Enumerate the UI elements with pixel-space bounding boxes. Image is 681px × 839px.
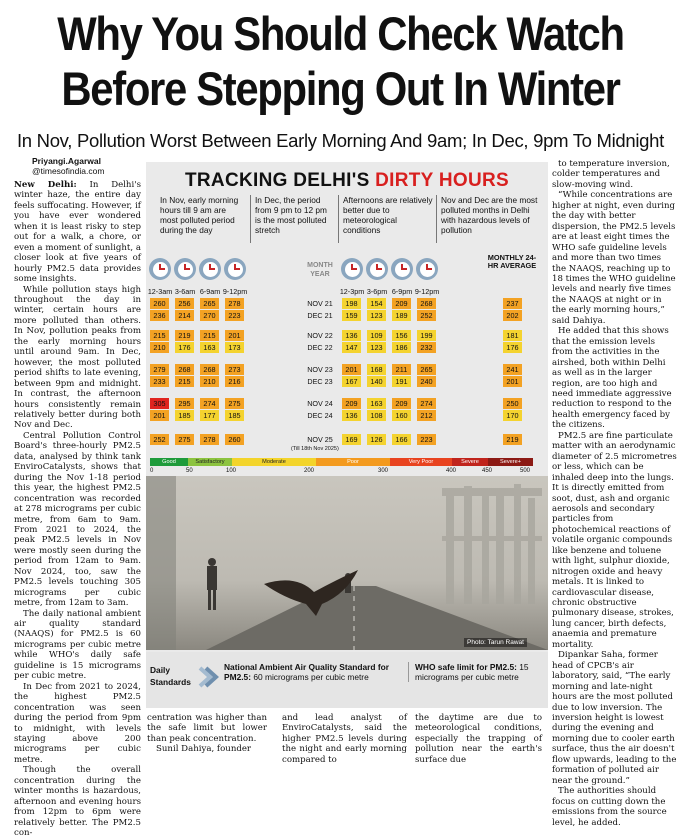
smog-photo xyxy=(146,476,548,650)
note-3: Afternoons are relatively better due to meteorological conditions xyxy=(338,195,434,243)
aqi-tick-label: 450 xyxy=(482,468,493,474)
pm25-cell: 181 xyxy=(503,330,522,341)
title-part-a: TRACKING DELHI'S xyxy=(185,170,376,191)
pm25-cell: 232 xyxy=(417,342,436,353)
pm25-cell: 198 xyxy=(342,298,361,309)
pm25-cell: 199 xyxy=(417,330,436,341)
pm25-cell: 252 xyxy=(417,310,436,321)
paragraph: The authorities should focus on cutting down the emissions from the source level, he added. xyxy=(552,786,667,828)
naaqs-standard xyxy=(224,662,394,682)
pm25-cell: 160 xyxy=(392,410,411,421)
pm25-cell: 212 xyxy=(417,410,436,421)
pm25-cell: 215 xyxy=(200,330,219,341)
pm25-cell: 123 xyxy=(367,342,386,353)
pm25-cell: 268 xyxy=(417,298,436,309)
month-label: NOV 24 xyxy=(307,399,333,408)
clock-icon xyxy=(174,258,196,280)
pm25-cell: 109 xyxy=(367,330,386,341)
pm25-cell: 176 xyxy=(175,342,194,353)
pm25-cell: 170 xyxy=(503,410,522,421)
pm25-cell: 275 xyxy=(225,398,244,409)
month-label: NOV 25 xyxy=(307,435,333,444)
clock-icon xyxy=(391,258,413,280)
pm25-cell: 123 xyxy=(367,310,386,321)
pm25-cell: 163 xyxy=(367,398,386,409)
aqi-scale-bar xyxy=(150,458,533,466)
month-label: DEC 23 xyxy=(307,377,333,386)
month-label: DEC 21 xyxy=(307,311,333,320)
dateline: New Delhi: xyxy=(14,180,77,190)
aqi-tick-label: 400 xyxy=(446,468,457,474)
pm25-cell: 169 xyxy=(342,434,361,445)
pm25-cell: 185 xyxy=(225,410,244,421)
time-slot-header: 6-9am xyxy=(199,287,221,296)
pm25-cell: 274 xyxy=(417,398,436,409)
who-standard xyxy=(408,662,544,682)
note-2: In Dec, the period from 9 pm to 12 pm is the most polluted stretch xyxy=(250,195,334,243)
paragraph: to temperature inversion, colder temperatures and slow-moving wind. xyxy=(552,159,670,190)
month-label: DEC 24 xyxy=(307,411,333,420)
aqi-tick-label: 100 xyxy=(226,468,237,474)
pm25-cell: 185 xyxy=(175,410,194,421)
till-note: (Till 18th Nov 2025) xyxy=(291,446,339,452)
pm25-cell: 209 xyxy=(342,398,361,409)
pm25-cell: 270 xyxy=(200,310,219,321)
naaqs-value: 60 micrograms per cubic metre xyxy=(251,672,369,682)
time-slot-header: 12-3pm xyxy=(339,287,365,296)
infographic-title xyxy=(146,170,548,192)
paragraph: PM2.5 are fine particulate matter with an aerodynamic diameter of 2.5 micrometres or less, which can be inhaled deep into the lungs. It is directly emitted from soot, dust, ash and organic aerosols and secondary particles from photochemical reactions of volatile organic compounds like benzene and toluene with light, sulphur dioxide, nitrogen oxide and heavy metals. It is linked to cardiovascular disease, chronic obstructive pulmonary disease, strokes, lung cancer, birth defects, anaemia and premature mortality. xyxy=(552,430,677,650)
pm25-cell: 305 xyxy=(150,398,169,409)
pm25-cell: 241 xyxy=(503,364,522,375)
article-column-2 xyxy=(147,713,267,764)
paragraph: “While concentrations are higher at night, even during the day with better dispersion, the PM2.5 levels are at least eight times the WHO safe guideline levels and more than two times the NAAQS, reaching up to 18 times the WHO guideline levels and nearly five times the NAAQS at night or in the early morning hours,” said Dahiya. xyxy=(552,190,676,326)
month-year-header: MONTH YEAR xyxy=(307,262,333,278)
pm25-cell: 108 xyxy=(367,410,386,421)
pm25-cell: 252 xyxy=(150,434,169,445)
pm25-cell: 177 xyxy=(200,410,219,421)
paragraph: Dipankar Saha, former head of CPCB's air laboratory, said, “The early morning and late-night hours are the most polluted due to low inversion. The inversion height is lowest during the evening and morning due to cooler earth surface, thus the air doesn't flow upwards, leading to the formation of polluted air near the ground.” xyxy=(552,650,677,786)
aqi-category: Good xyxy=(150,458,188,466)
time-slot-header: 12-3am xyxy=(147,287,173,296)
pm25-cell: 167 xyxy=(342,376,361,387)
naaqs-label: National Ambient Air Quality Standard for PM2.5: xyxy=(224,662,390,682)
pm25-cell: 202 xyxy=(503,310,522,321)
pm25-cell: 147 xyxy=(342,342,361,353)
article-column-1 xyxy=(14,180,141,839)
pm25-cell: 168 xyxy=(367,364,386,375)
aqi-category: Severe+ xyxy=(488,458,533,466)
monthly-average-header: MONTHLY 24-HR AVERAGE xyxy=(487,253,537,270)
pm25-cell: 265 xyxy=(417,364,436,375)
pm25-cell: 173 xyxy=(225,342,244,353)
pm25-cell: 219 xyxy=(503,434,522,445)
paragraph: New Delhi: In Delhi's winter haze, the entire day feels suffocating. However, if you have ever wondered when it is least risky to step out for a walk, a chore, or even a moment of sunlight, a closer look at five years of hourly PM2.5 data provides some insights. xyxy=(14,180,141,285)
byline xyxy=(32,156,104,176)
title-part-b: DIRTY HOURS xyxy=(375,170,509,191)
pm25-cell: 156 xyxy=(392,330,411,341)
paragraph: He added that this shows that the emission levels from the activities in the airshed, both within Delhi as well as in the larger region, are too high and need immediate aggressive reduction to respond to the health emergency faced by the citizens. xyxy=(552,326,672,431)
article-column-4: the daytime are due to meteorological conditions, especially the trapping of pollution near the earth's surface due xyxy=(415,713,542,765)
clock-icon xyxy=(224,258,246,280)
pm25-cell: 219 xyxy=(175,330,194,341)
paragraph: The daily national ambient air quality standard (NAAQS) for PM2.5 is 60 micrograms per cubic metre while WHO's daily safe guideline is 15 micrograms per cubic metre. xyxy=(14,608,141,682)
pm25-cell: 211 xyxy=(392,364,411,375)
time-slot-header: 9-12pm xyxy=(414,287,440,296)
time-slot-header: 9-12pm xyxy=(222,287,248,296)
pm25-cell: 176 xyxy=(503,342,522,353)
who-value: 15 micrograms per cubic metre xyxy=(415,662,529,682)
pm25-cell: 201 xyxy=(503,376,522,387)
pm25-cell: 215 xyxy=(175,376,194,387)
pm25-cell: 159 xyxy=(342,310,361,321)
clock-icon xyxy=(341,258,363,280)
byline-handle: @timesofindia.com xyxy=(32,166,105,176)
clock-icon xyxy=(149,258,171,280)
pm25-cell: 163 xyxy=(200,342,219,353)
pm25-cell: 214 xyxy=(175,310,194,321)
pm25-cell: 279 xyxy=(150,364,169,375)
time-slot-header: 3-6pm xyxy=(366,287,388,296)
pm25-cell: 216 xyxy=(225,376,244,387)
headline-line-2: Before Stepping Out In Winter xyxy=(61,62,620,115)
aqi-category: Poor xyxy=(316,458,390,466)
note-4: Nov and Dec are the most polluted months in Delhi with hazardous levels of pollution xyxy=(436,195,540,243)
note-1: In Nov, early morning hours till 9 am are most polluted period during the day xyxy=(160,195,239,235)
pm25-cell: 223 xyxy=(417,434,436,445)
month-label: NOV 23 xyxy=(307,365,333,374)
month-label: DEC 22 xyxy=(307,343,333,352)
pm25-cell: 260 xyxy=(150,298,169,309)
pm25-cell: 273 xyxy=(225,364,244,375)
paragraph: While pollution stays high throughout the day in winter, certain hours are more polluted than others. In Nov, pollution peaks from the early morning hours until around 9am. In Dec, however, the most polluted period shifts to late evening, between 9pm and midnight. In contrast, the afternoon hours consistently remain relatively better during both Nov and Dec. xyxy=(14,284,141,431)
pm25-cell: 166 xyxy=(392,434,411,445)
pm25-cell: 237 xyxy=(503,298,522,309)
pm25-cell: 126 xyxy=(367,434,386,445)
paragraph: Central Pollution Control Board's three-hourly PM2.5 data, analysed by think tank EnviroCatalysts, shows that during the Nov 1-18 period this year, the highest PM2.5 concentration was recorded at 278 micrograms per cubic metre, from 6am to 9am. From 2021 to 2024, the peak PM2.5 levels in Nov were mostly seen during the period from 12am to 9am. Nov 2024, too, saw the PM2.5 levels touching 305 micrograms per cubic metre, from 12am to 3am. xyxy=(14,430,141,609)
clock-icon xyxy=(366,258,388,280)
article-column-3: and lead analyst of EnviroCatalysts, said the higher PM2.5 levels during the night and early morning compared to xyxy=(282,713,407,765)
pm25-cell: 191 xyxy=(392,376,411,387)
aqi-category: Satisfactory xyxy=(188,458,232,466)
dirty-hours-infographic xyxy=(146,162,548,708)
paragraph: In Dec from 2021 to 2024, the highest PM2.5 concentration was seen during the period from 9pm to midnight, with levels staying above 200 micrograms per cubic metre. xyxy=(14,681,141,765)
aqi-category: Severe xyxy=(452,458,488,466)
pm25-cell: 236 xyxy=(150,310,169,321)
clock-icon xyxy=(416,258,438,280)
pm25-cell: 268 xyxy=(200,364,219,375)
pm25-cell: 278 xyxy=(225,298,244,309)
aqi-tick-label: 500 xyxy=(520,468,531,474)
pm25-cell: 209 xyxy=(392,398,411,409)
pm25-cell: 260 xyxy=(225,434,244,445)
clock-icon xyxy=(199,258,221,280)
standards-label: Daily Standards xyxy=(150,665,191,687)
byline-name: Priyangi.Agarwal xyxy=(32,156,101,166)
pm25-cell: 223 xyxy=(225,310,244,321)
aqi-tick-label: 300 xyxy=(378,468,389,474)
pm25-cell: 186 xyxy=(392,342,411,353)
pm25-cell: 209 xyxy=(392,298,411,309)
aqi-tick-label: 0 xyxy=(150,468,154,474)
pm25-cell: 140 xyxy=(367,376,386,387)
pm25-cell: 210 xyxy=(200,376,219,387)
smog-scene-image xyxy=(146,476,548,650)
column-2-para: Sunil Dahiya, founder xyxy=(156,744,252,755)
pm25-cell: 250 xyxy=(503,398,522,409)
pm25-cell: 274 xyxy=(200,398,219,409)
month-label: NOV 22 xyxy=(307,331,333,340)
pm25-cell: 201 xyxy=(150,410,169,421)
pm25-cell: 210 xyxy=(150,342,169,353)
headline-line-1: Why You Should Check Watch xyxy=(57,7,624,60)
chevron-right-icon xyxy=(198,666,218,688)
pm25-cell: 233 xyxy=(150,376,169,387)
pm25-cell: 215 xyxy=(150,330,169,341)
pm25-cell: 256 xyxy=(175,298,194,309)
aqi-category: Very Poor xyxy=(390,458,452,466)
pm25-cell: 189 xyxy=(392,310,411,321)
pm25-cell: 136 xyxy=(342,330,361,341)
pm25-cell: 275 xyxy=(175,434,194,445)
daily-standards-box xyxy=(146,652,548,708)
aqi-tick-label: 200 xyxy=(304,468,315,474)
pm25-cell: 136 xyxy=(342,410,361,421)
pm25-cell: 201 xyxy=(225,330,244,341)
pm25-cell: 265 xyxy=(200,298,219,309)
article-column-5 xyxy=(552,159,677,828)
pm25-cell: 240 xyxy=(417,376,436,387)
subheadline: In Nov, Pollution Worst Between Early Morning And 9am; In Dec, 9pm To Midnight xyxy=(16,130,665,151)
time-slot-header: 6-9pm xyxy=(391,287,413,296)
pm25-cell: 295 xyxy=(175,398,194,409)
aqi-tick-label: 50 xyxy=(186,468,193,474)
column-2-text: centration was higher than the safe limit but lower than peak concentration. xyxy=(147,713,267,744)
aqi-category: Moderate xyxy=(232,458,316,466)
paragraph: Though the overall concentration during the winter months is hazardous, afternoon and evening hours from 12pm to 6pm were relatively better. The PM2.5 con- xyxy=(14,765,141,839)
pm25-cell: 278 xyxy=(200,434,219,445)
pm25-cell: 201 xyxy=(342,364,361,375)
who-label: WHO safe limit for PM2.5: xyxy=(415,662,517,672)
month-label: NOV 21 xyxy=(307,299,333,308)
photo-credit: Photo: Tarun Rawat xyxy=(464,638,527,647)
pm25-cell: 268 xyxy=(175,364,194,375)
time-slot-header: 3-6am xyxy=(174,287,196,296)
pm25-cell: 154 xyxy=(367,298,386,309)
